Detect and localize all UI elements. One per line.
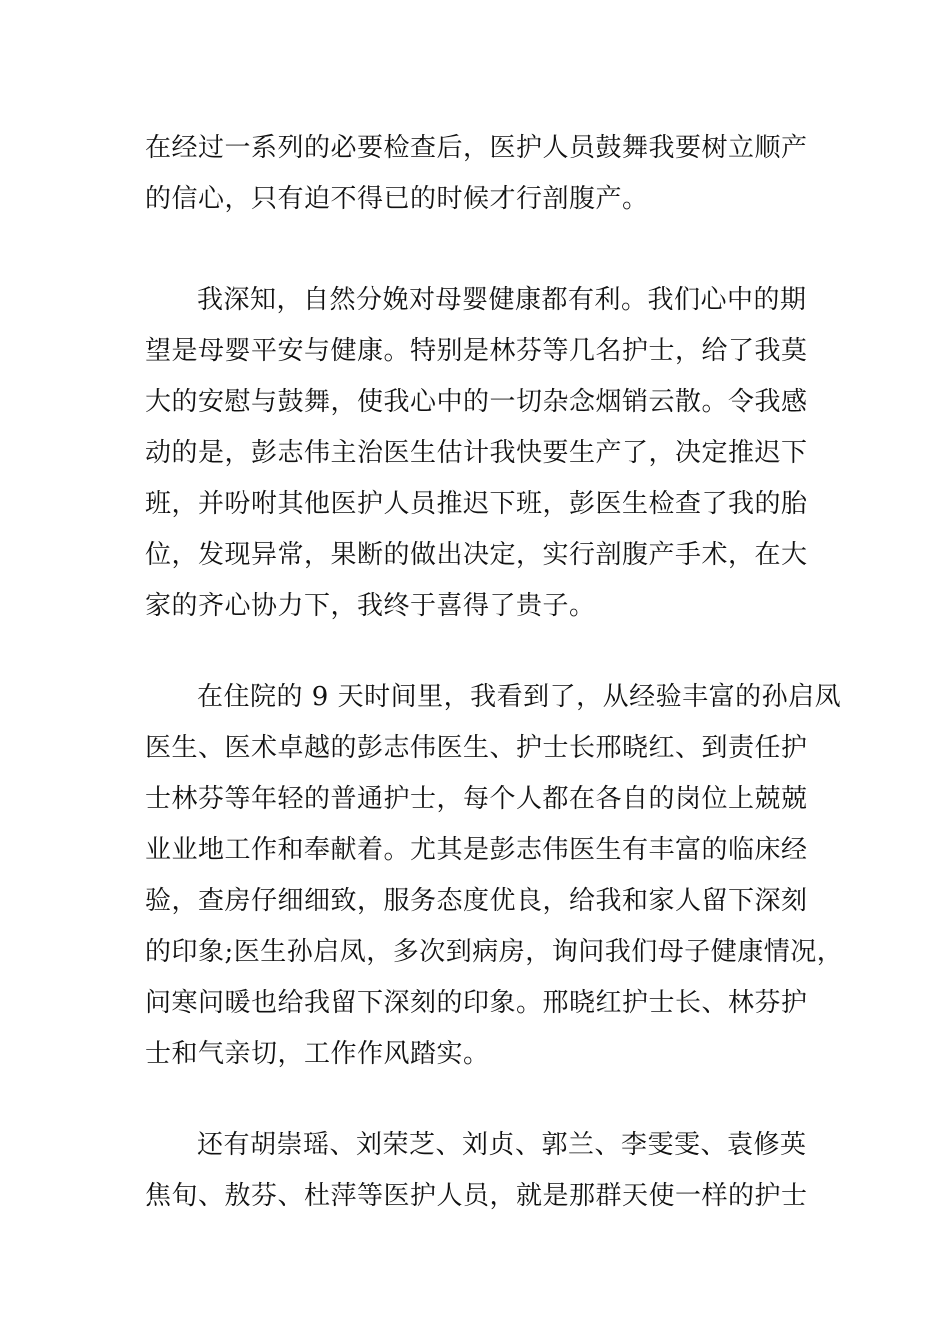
paragraph-2-line-3: 大的安慰与鼓舞，使我心中的一切杂念烟销云散。令我感: [145, 387, 808, 417]
paragraph-3-line-4: 业业地工作和奉献着。尤其是彭志伟医生有丰富的临床经: [145, 835, 808, 865]
paragraph-2-line-2: 望是母婴平安与健康。特别是林芬等几名护士，给了我莫: [145, 336, 808, 366]
paragraph-4-line-2: 焦旬、敖芬、杜萍等医护人员，就是那群天使一样的护士: [145, 1181, 808, 1211]
paragraph-2-line-1: 我深知，自然分娩对母婴健康都有利。我们心中的期: [197, 285, 807, 315]
paragraph-2-line-6: 位，发现异常，果断的做出决定，实行剖腹产手术，在大: [145, 540, 808, 570]
paragraph-2-line-4: 动的是，彭志伟主治医生估计我快要生产了，决定推迟下: [145, 438, 808, 468]
paragraph-3-line-7: 问寒问暖也给我留下深刻的印象。邢晓红护士长、林芬护: [145, 988, 808, 1018]
paragraph-4-line-1: 还有胡崇瑶、刘荣芝、刘贞、郭兰、李雯雯、袁修英: [197, 1130, 807, 1160]
paragraph-3-line-5: 验，查房仔细细致，服务态度优良，给我和家人留下深刻: [145, 886, 808, 916]
paragraph-1-line-2: 的信心，只有迫不得已的时候才行剖腹产。: [145, 184, 649, 214]
paragraph-3-line-6: 的印象;医生孙启凤，多次到病房，询问我们母子健康情况，: [145, 937, 844, 967]
paragraph-3-line-1: 在住院的 9 天时间里，我看到了，从经验丰富的孙启凤: [197, 682, 842, 712]
paragraph-3-line-2: 医生、医术卓越的彭志伟医生、护士长邢晓红、到责任护: [145, 733, 808, 763]
paragraph-3-line-8: 士和气亲切，工作作风踏实。: [145, 1039, 490, 1069]
paragraph-2-line-5: 班，并吩咐其他医护人员推迟下班，彭医生检查了我的胎: [145, 489, 808, 519]
paragraph-2-line-7: 家的齐心协力下，我终于喜得了贵子。: [145, 591, 596, 621]
paragraph-1-line-1: 在经过一系列的必要检查后，医护人员鼓舞我要树立顺产: [145, 133, 808, 163]
paragraph-3-line-3: 士林芬等年轻的普通护士，每个人都在各自的岗位上兢兢: [145, 784, 808, 814]
